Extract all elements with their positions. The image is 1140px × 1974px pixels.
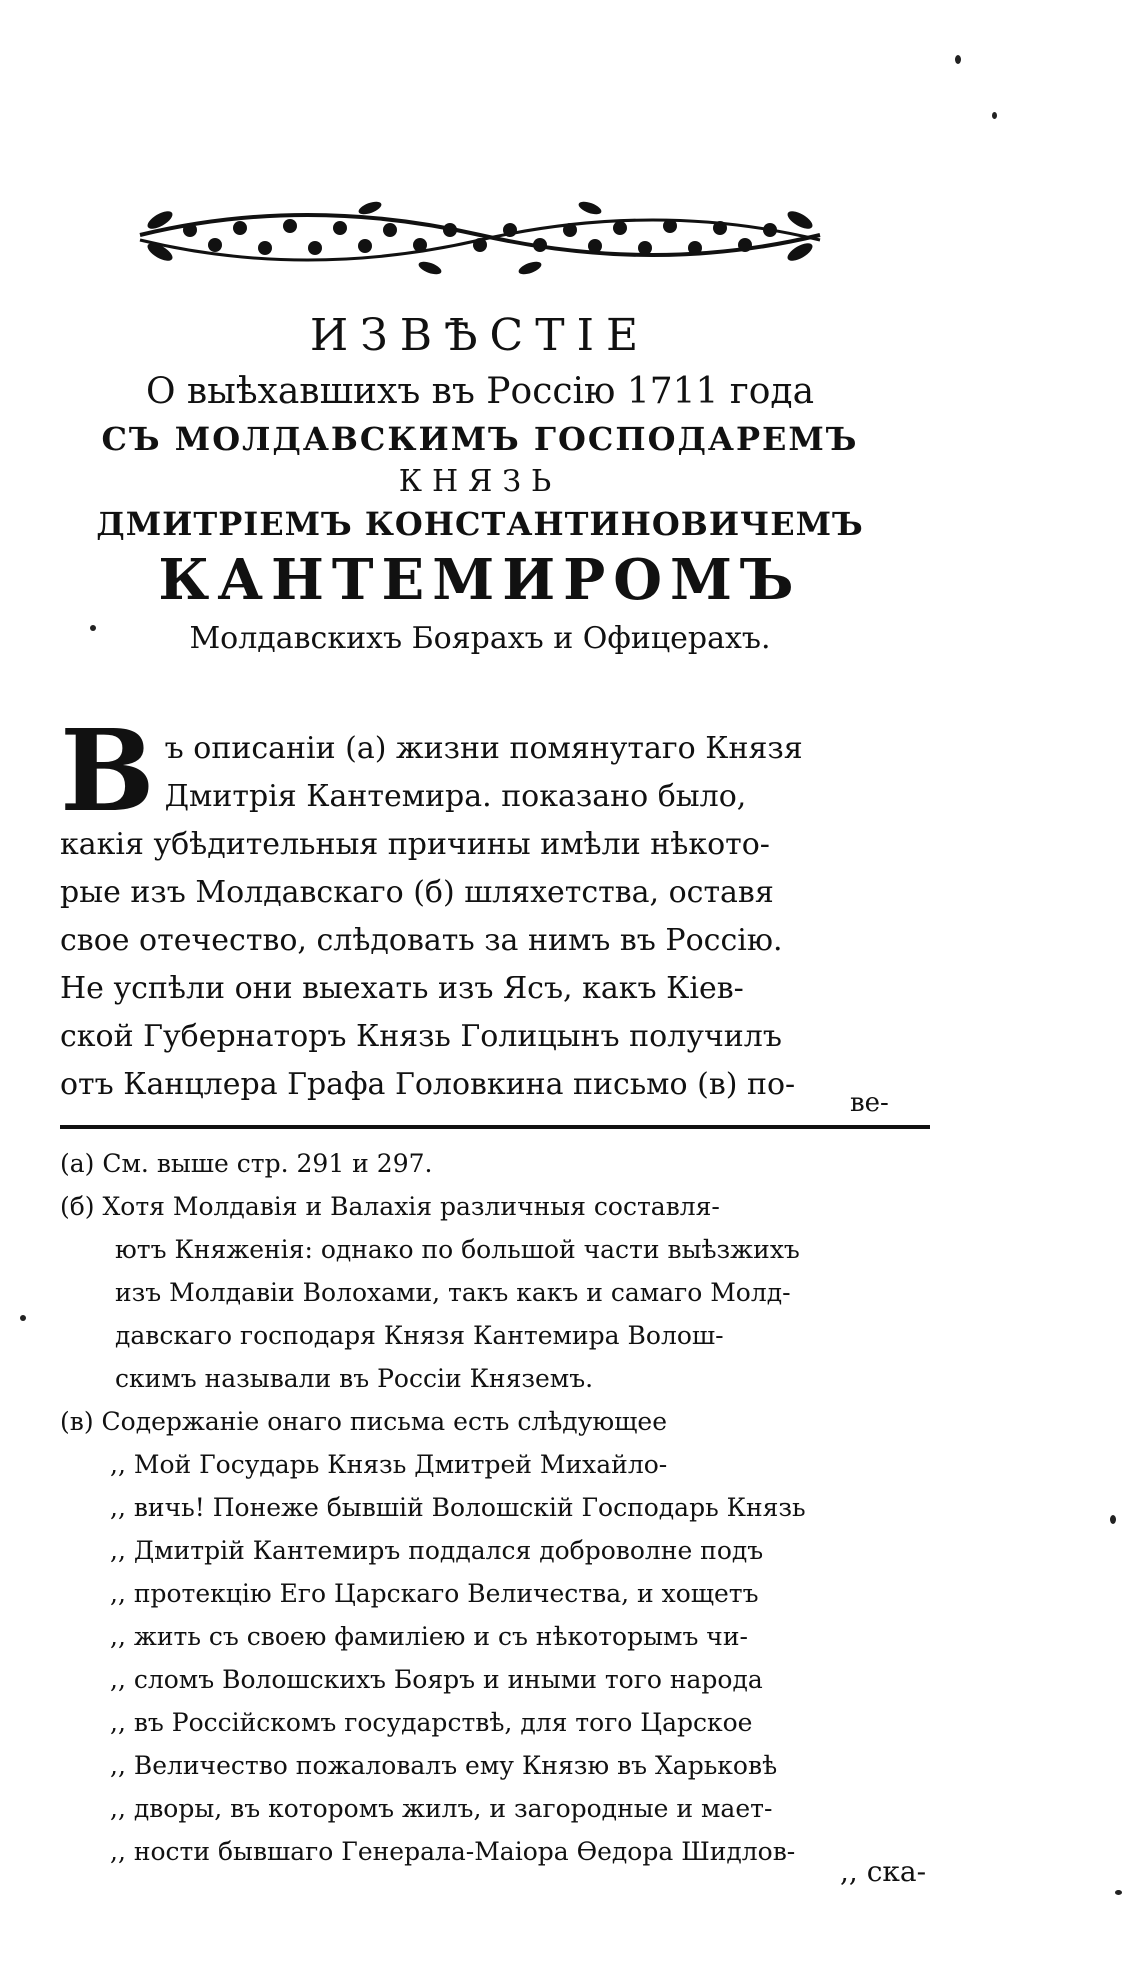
body-line: ъ описаніи (а) жизни помянутаго Князя <box>164 731 803 766</box>
ink-speck <box>992 112 997 119</box>
body-line: какія убѣдительныя причины имѣли нѣкото- <box>60 827 770 862</box>
body-line: свое отечество, слѣдовать за нимъ въ Россію. <box>60 923 783 958</box>
footnote-a: (а) См. выше стр. 291 и 297. <box>60 1149 433 1178</box>
footnote-v-line: ,, Дмитрій Кантемиръ поддался доброволне подъ <box>110 1536 764 1565</box>
title-line-3: СЪ МОЛДАВСКИМЪ ГОСПОДАРЕМЪ <box>101 420 859 458</box>
footnote-v-line: ,, въ Россійскомъ государствѣ, для того Царское <box>110 1708 753 1737</box>
footnote-v-line: ,, вичь! Понеже бывшій Волошскій Господарь Князь <box>110 1493 806 1522</box>
footnote-b-line: ютъ Княженія: однако по большой части выѣзжихъ <box>115 1235 800 1264</box>
footnote-v-line: ,, ности бывшаго Генерала-Маіора Ѳедора Шидлов- <box>110 1837 796 1866</box>
title-line-6: КАНТЕМИРОМЪ <box>158 547 802 613</box>
ink-speck <box>1115 1890 1122 1895</box>
body-line: ской Губернаторъ Князь Голицынъ получилъ <box>60 1019 782 1054</box>
footnote-v-line: ,, Мой Государь Князь Дмитрей Михайло- <box>110 1450 668 1479</box>
catchword: ве- <box>850 1088 889 1118</box>
footnote-v-line: ,, Величество пожаловалъ ему Князю въ Харьковѣ <box>110 1751 778 1780</box>
footnote-v-line: ,, дворы, въ которомъ жилъ, и загородные и мает- <box>110 1794 773 1823</box>
floral-ornament-icon <box>130 190 830 280</box>
footnote-divider <box>60 1125 930 1129</box>
title-line-2: О выѣхавшихъ въ Россію 1711 года <box>145 371 815 412</box>
title-line-4: КНЯЗЬ <box>398 464 562 499</box>
body-line: отъ Канцлера Графа Головкина письмо (в) по- <box>60 1067 796 1102</box>
footnote-v-line: ,, сломъ Волошскихъ Бояръ и иными того народа <box>110 1665 763 1694</box>
footnote-b-line: изъ Молдавіи Волохами, такъ какъ и самаго Молд- <box>115 1278 791 1307</box>
footnotes <box>60 1142 940 1873</box>
footnote-b-line: скимъ называли въ Россіи Княземъ. <box>115 1364 594 1393</box>
ink-speck <box>90 625 96 631</box>
ink-speck <box>955 55 961 64</box>
drop-cap: В <box>60 706 155 837</box>
title-heading: ИЗВѢСТІЕ <box>309 310 651 361</box>
title-block <box>40 310 920 656</box>
footnote-b-line: давскаго господаря Князя Кантемира Волош- <box>115 1321 724 1350</box>
ink-speck <box>20 1315 26 1321</box>
footnote-v-intro: (в) Содержаніе онаго письма есть слѣдующее <box>60 1407 667 1436</box>
ink-speck <box>1110 1515 1116 1524</box>
title-line-7: Молдавскихъ Боярахъ и Офицерахъ. <box>189 621 771 656</box>
footnote-v-line: ,, протекцію Его Царскаго Величества, и хощетъ <box>110 1579 759 1608</box>
body-line: Не успѣли они выехать изъ Ясъ, какъ Кіев- <box>60 971 744 1006</box>
footnote-b-line: (б) Хотя Молдавія и Валахія различныя составля- <box>60 1192 720 1221</box>
title-line-5: ДМИТРІЕМЪ КОНСТАНТИНОВИЧЕМЪ <box>96 505 864 543</box>
body-line: Дмитрія Кантемира. показано было, <box>164 779 747 814</box>
main-paragraph <box>60 706 930 1109</box>
footnote-catchword: ,, ска- <box>840 1855 927 1888</box>
footnote-v-line: ,, жить съ своею фамиліею и съ нѣкоторымъ чи- <box>110 1622 748 1651</box>
body-line: рые изъ Молдавскаго (б) шляхетства, оставя <box>60 875 774 910</box>
